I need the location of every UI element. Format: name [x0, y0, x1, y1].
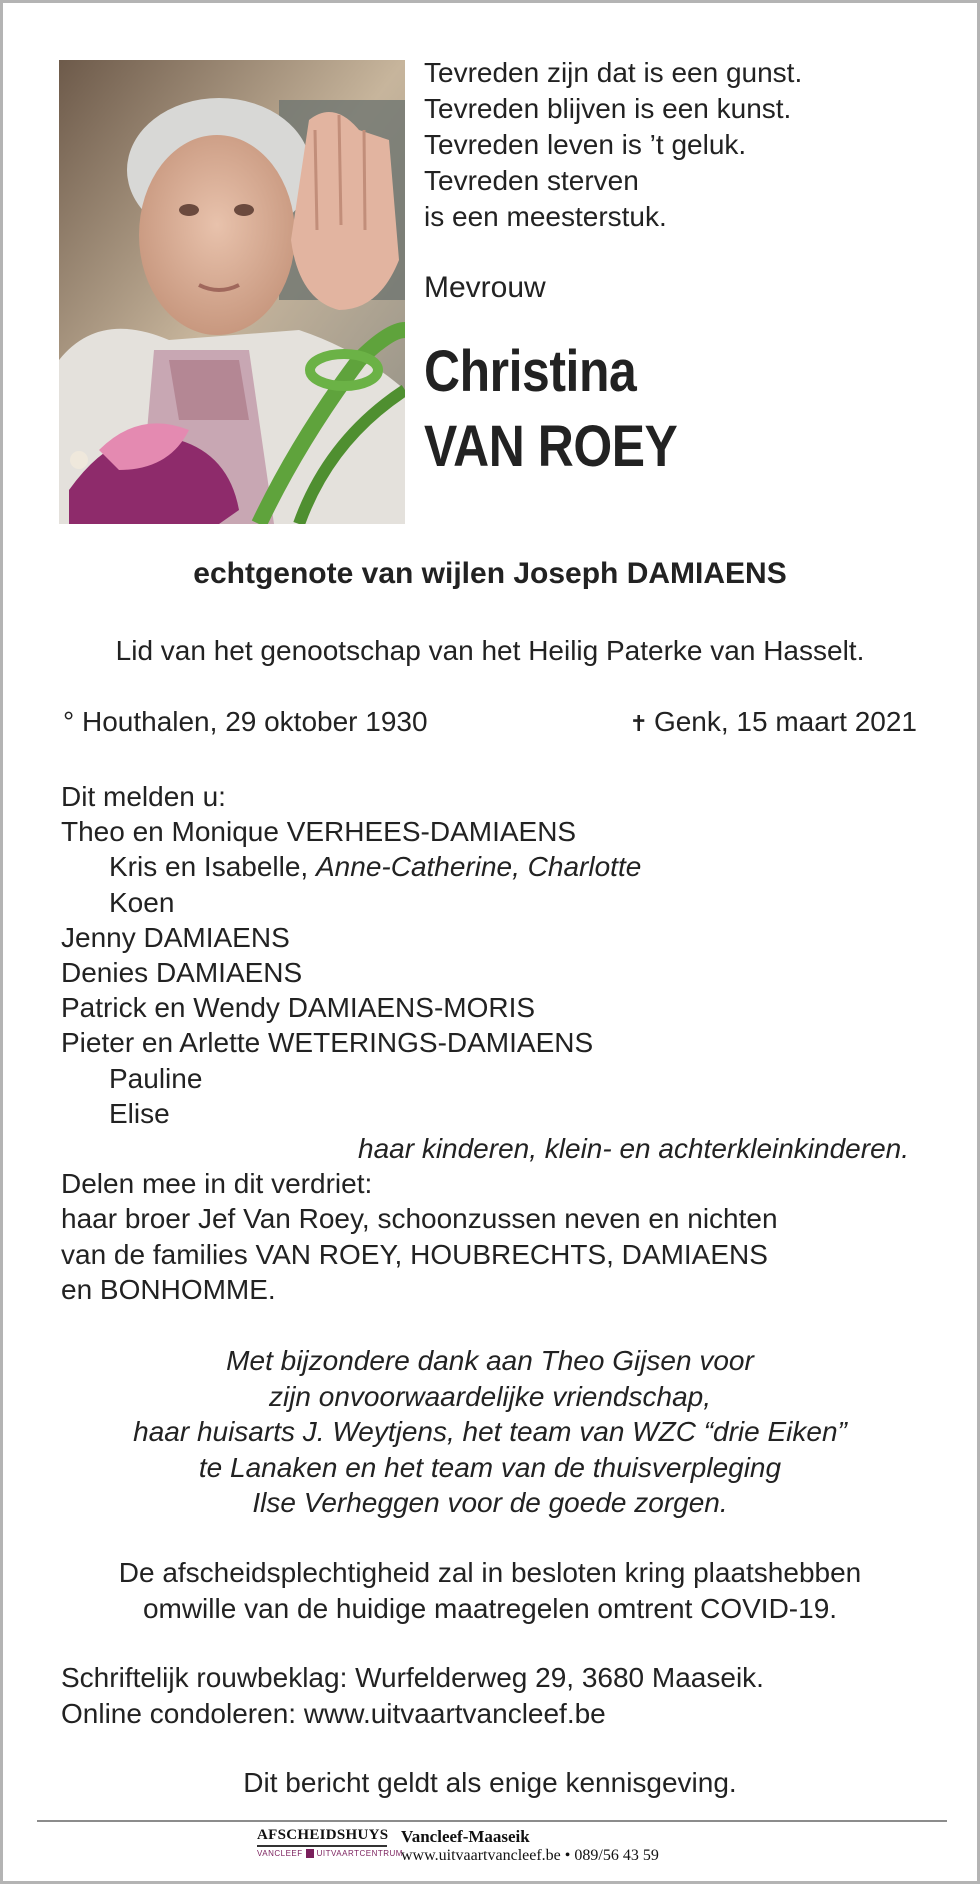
membership-line: Lid van het genootschap van het Heilig Paterke van Hasselt.	[115, 635, 865, 666]
thanks-line: Ilse Verheggen voor de goede zorgen.	[252, 1487, 728, 1518]
deceased-last-name: VAN ROEY	[424, 414, 678, 479]
portrait-illustration	[59, 60, 405, 524]
logo-sub-left: VANCLEEF	[257, 1849, 303, 1858]
share-line: van de families VAN ROEY, HOUBRECHTS, DAMIAENS	[61, 1238, 768, 1270]
family-closing: haar kinderen, klein- en achterkleinkinderen.	[358, 1133, 909, 1165]
death-text: Genk, 15 maart 2021	[653, 706, 917, 737]
family-line: Pieter en Arlette WETERINGS-DAMIAENS	[61, 1027, 594, 1059]
family-names-italic: Anne-Catherine, Charlotte	[316, 851, 642, 883]
logo-bar	[257, 1845, 387, 1847]
share-line: en BONHOMME.	[61, 1273, 276, 1305]
family-names: Kris en Isabelle,	[109, 851, 316, 883]
family-announcement	[61, 779, 921, 1307]
funeral-notice	[3, 1555, 977, 1626]
poem-line: is een meesterstuk.	[424, 201, 667, 232]
family-line: Denies DAMIAENS	[61, 957, 303, 989]
logo-mark	[306, 1849, 314, 1858]
poem-line: Tevreden sterven	[424, 165, 639, 196]
agency-info	[401, 1827, 659, 1865]
poem-line: Tevreden zijn dat is een gunst.	[424, 57, 803, 88]
share-intro: Delen mee in dit verdriet:	[61, 1168, 373, 1200]
portrait-photo	[59, 60, 405, 524]
online-condolence-link[interactable]: Online condoleren: www.uitvaartvancleef.be	[61, 1697, 606, 1729]
poem-line: Tevreden leven is ’t geluk.	[424, 129, 747, 160]
family-line: Patrick en Wendy DAMIAENS-MORIS	[61, 992, 536, 1024]
logo-sub-right: UITVAARTCENTRUM	[316, 1849, 403, 1858]
spouse-line: echtgenote van wijlen Joseph DAMIAENS	[193, 557, 787, 590]
logo-sub	[257, 1849, 403, 1858]
agency-name: Vancleef-Maaseik	[401, 1827, 530, 1846]
family-line: Theo en Monique VERHEES-DAMIAENS	[61, 816, 577, 848]
footer-divider	[37, 1820, 947, 1822]
funeral-line: De afscheidsplechtigheid zal in besloten kring plaatshebben	[118, 1557, 862, 1588]
family-line: Pauline	[109, 1062, 203, 1094]
family-line: Jenny DAMIAENS	[61, 921, 290, 953]
agency-contact[interactable]: www.uitvaartvancleef.be • 089/56 43 59	[401, 1847, 659, 1864]
contact-info	[61, 1660, 764, 1731]
family-line	[61, 849, 921, 884]
thanks-line: zijn onvoorwaardelijke vriendschap,	[268, 1380, 711, 1412]
poem	[424, 55, 802, 235]
funeral-home-logo	[257, 1827, 403, 1867]
thanks-line: te Lanaken en het team van de thuisverpleging	[198, 1451, 782, 1483]
family-intro: Dit melden u:	[61, 781, 226, 812]
honorific: Mevrouw	[424, 271, 546, 304]
logo-brand: AFSCHEIDSHUYS	[257, 1827, 389, 1843]
condolence-address: Schriftelijk rouwbeklag: Wurfelderweg 29, 3680 Maaseik.	[61, 1662, 764, 1693]
poem-line: Tevreden blijven is een kunst.	[424, 93, 792, 124]
thanks-line: Met bijzondere dank aan Theo Gijsen voor	[226, 1345, 754, 1376]
death-info	[630, 706, 917, 738]
thanks-paragraph	[3, 1343, 977, 1521]
birth-info: ° Houthalen, 29 oktober 1930	[63, 706, 428, 737]
share-line: haar broer Jef Van Roey, schoonzussen neven en nichten	[61, 1203, 778, 1235]
family-line: Elise	[109, 1097, 170, 1129]
deceased-first-name: Christina	[424, 339, 637, 404]
funeral-line: omwille van de huidige maatregelen omtrent COVID-19.	[142, 1592, 838, 1624]
family-line: Koen	[109, 886, 175, 918]
notice-line: Dit bericht geldt als enige kennisgeving.	[243, 1767, 737, 1798]
thanks-line: haar huisarts J. Weytjens, het team van WZC “drie Eiken”	[133, 1416, 847, 1447]
cross-icon: ✝	[629, 711, 648, 736]
